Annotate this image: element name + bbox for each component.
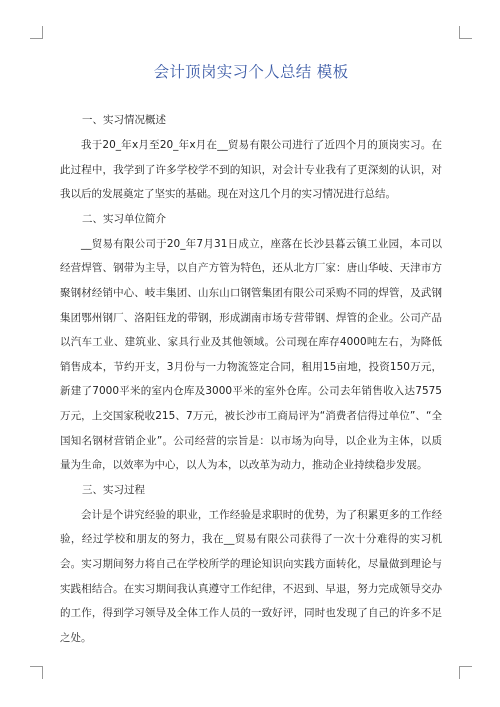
document-title: 会计顶岗实习个人总结 模板 — [153, 63, 349, 81]
paragraph: 我于20_年x月至20_年x月在__贸易有限公司进行了近四个月的顶岗实习。在此过程中，我学到了许多学校学不到的知识，对会计专业我有了更深刻的认识，对我以后的发展奠定了坚实的基础。现在对这几个月的实习情况进行总结。 — [60, 139, 442, 201]
section-heading: 二、实习单位简介 — [82, 212, 166, 225]
section-overview — [60, 108, 442, 207]
crop-mark-top-left — [30, 26, 43, 39]
crop-mark-bottom-left — [30, 666, 43, 679]
section-internship-process — [60, 478, 442, 651]
document-page — [60, 60, 442, 650]
section-heading: 三、实习过程 — [82, 483, 145, 496]
section-company-intro — [60, 207, 442, 478]
crop-mark-bottom-right — [459, 666, 472, 679]
section-heading: 一、实习情况概述 — [82, 114, 166, 126]
crop-mark-top-right — [459, 26, 472, 39]
paragraph: 会计是个讲究经验的职业，工作经验是求职时的优势，为了积累更多的工作经验，经过学校和朋友的努力，我在__贸易有限公司获得了一次十分难得的实习机会。实习期间努力将自己在学校所学的理论知识向实践方面转化，尽量做到理论与实践相结合。在实习期间我认真遵守工作纪律，不迟到、早退，努力完成领导交办的工作，得到学习领导及全体工作人员的一致好评，同时也发现了自己的许多不足之处。 — [60, 508, 442, 644]
title-spacer — [60, 84, 442, 108]
paragraph: __贸易有限公司于20_年7月31日成立，座落在长沙县暮云镇工业园，本司以经营焊管、钢带为主导，以自产方管为特色，还从北方厂家：唐山华岐、天津市方聚钢材经销中心、岐丰集团、山东山口钢管集团有限公司采购不同的焊管，及武钢集团鄂州钢厂、洛阳钰龙的带钢，形成湖南市场专营带钢、焊管的企业。公司产品以汽车工业、建筑业、家具行业及其他领域。公司现在库存4000吨左右，为降低销售成本，节约开支，3月份与一力物流签定合同，租用15亩地，投资150万元，新建了7000平米的室内仓库及3000平米的室外仓库。公司去年销售收入达7575万元，上交国家税收215、7万元，被长沙市工商局评为“消费者信得过单位”、“全国知名钢材营销企业”。公司经营的宗旨是：以市场为向导，以企业为主体，以质量为生命，以效率为中心，以人为本，以改革为动力，推动企业持续稳步发展。 — [60, 237, 442, 472]
